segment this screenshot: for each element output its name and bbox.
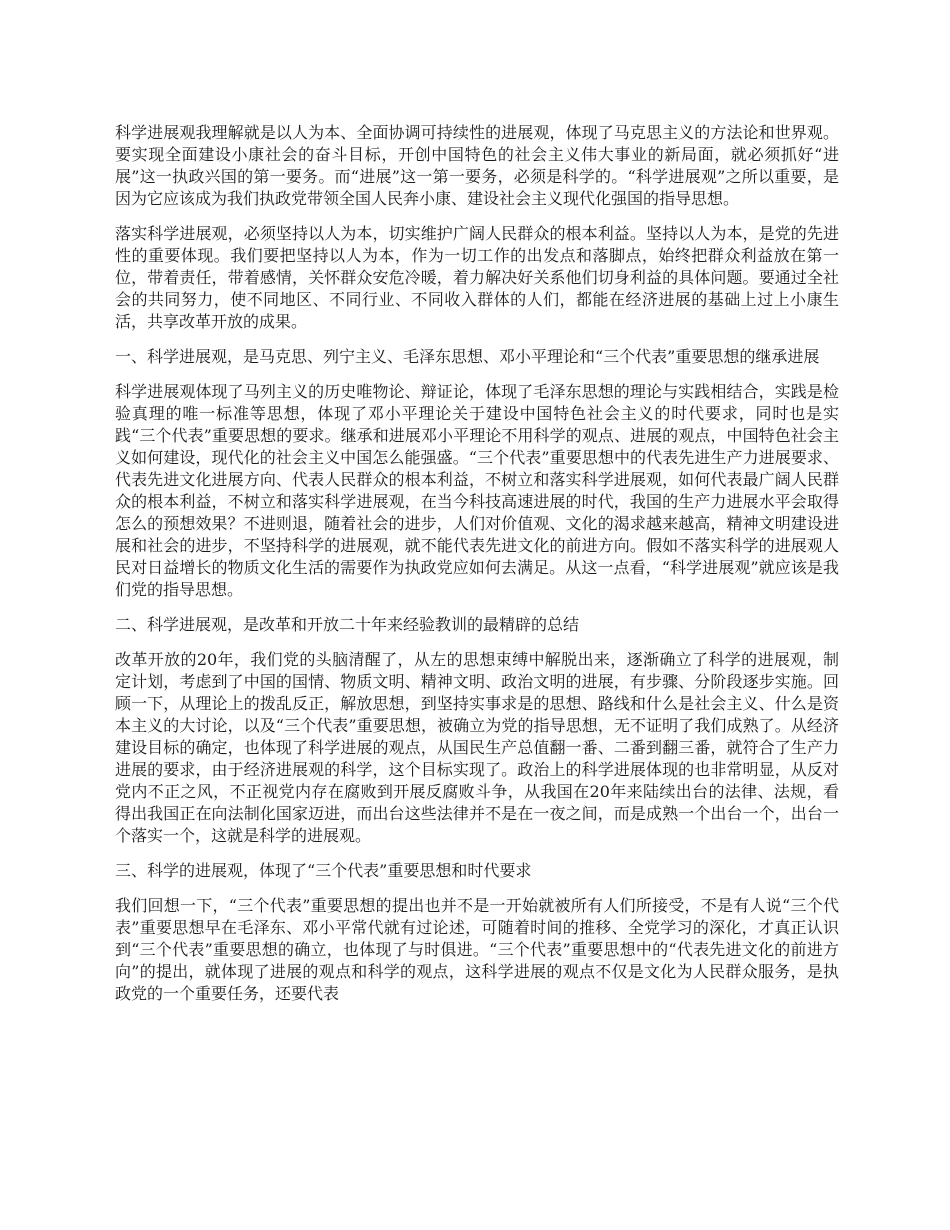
paragraph-section-1: 科学进展观体现了马列主义的历史唯物论、辩证论，体现了毛泽东思想的理论与实践相结合，实践是检验真理的唯一标准等思想，体现了邓小平理论关于建设中国特色社会主义的时代要求，同时也是实践“三个代表”重要思想的要求。继承和进展邓小平理论不用科学的观点、进展的观点，中国特色社会主义如何建设，现代化的社会主义中国怎么能强盛。“三个代表”重要思想中的代表先进生产力进展要求、代表先进文化进展方向、代表人民群众的根本利益，不树立和落实科学进展观，如何代表最广阔人民群众的根本利益，不树立和落实科学进展观，在当今科技高速进展的时代，我国的生产力进展水平会取得怎么的预想效果？不进则退，随着社会的进步，人们对价值观、文化的渴求越来越高，精神文明建设进展和社会的进步，不坚持科学的进展观，就不能代表先进文化的前进方向。假如不落实科学的进展观人民对日益增长的物质文化生活的需要作为执政党应如何去满足。从这一点看，“科学进展观”就应该是我们党的指导思想。 [115, 382, 839, 599]
paragraph-intro: 科学进展观我理解就是以人为本、全面协调可持续性的进展观，体现了马克思主义的方法论和世界观。要实现全面建设小康社会的奋斗目标，开创中国特色的社会主义伟大事业的新局面，就必须抓好“进展”这一执政兴国的第一要务。而“进展”这一第一要务，必须是科学的。“科学进展观”之所以重要，是因为它应该成为我们执政党带领全国人民奔小康、建设社会主义现代化强国的指导思想。 [115, 123, 839, 208]
paragraph-section-3: 我们回想一下，“三个代表”重要思想的提出也并不是一开始就被所有人们所接受，不是有人说“三个代表”重要思想早在毛泽东、邓小平常代就有过论述，可随着时间的推移、全党学习的深化，才真正认识到“三个代表”重要思想的确立，也体现了与时俱进。“三个代表”重要思想中的“代表先进文化的前进方向”的提出，就体现了进展的观点和科学的观点，这科学进展的观点不仅是文化为人民群众服务，是执政党的一个重要任务，还要代表 [115, 896, 839, 1003]
document-page [115, 122, 839, 1018]
section-heading-1: 一、科学进展观，是马克思、列宁主义、毛泽东思想、邓小平理论和“三个代表”重要思想的继承进展 [115, 347, 820, 366]
section-heading-2: 二、科学进展观，是改革和开放二十年来经验教训的最精辟的总结 [115, 615, 580, 634]
section-heading-3: 三、科学的进展观，体现了“三个代表”重要思想和时代要求 [115, 861, 532, 880]
paragraph-people-first: 落实科学进展观，必须坚持以人为本，切实维护广阔人民群众的根本利益。坚持以人为本，是党的先进性的重要体现。我们要把坚持以人为本，作为一切工作的出发点和落脚点，始终把群众利益放在第一位，带着责任，带着感情，关怀群众安危冷暖，着力解决好关系他们切身利益的具体问题。要通过全社会的共同努力，使不同地区、不同行业、不同收入群体的人们，都能在经济进展的基础上过上小康生活，共享改革开放的成果。 [115, 224, 839, 331]
paragraph-section-2: 改革开放的20年，我们党的头脑清醒了，从左的思想束缚中解脱出来，逐渐确立了科学的进展观，制定计划，考虑到了中国的国情、物质文明、精神文明、政治文明的进展，有步骤、分阶段逐步实施。回顾一下，从理论上的拨乱反正，解放思想，到坚持实事求是的思想、路线和什么是社会主义、什么是资本主义的大讨论，以及“三个代表”重要思想，被确立为党的指导思想，无不证明了我们成熟了。从经济建设目标的确定，也体现了科学进展的观点，从国民生产总值翻一番、二番到翻三番，就符合了生产力进展的要求，由于经济进展观的科学，这个目标实现了。政治上的科学进展体现的也非常明显，从反对党内不正之风，不正视党内存在腐败到开展反腐败斗争，从我国在20年来陆续出台的法律、法规，看得出我国正在向法制化国家迈进，而出台这些法律并不是在一夜之间，而是成熟一个出台一个，出台一个落实一个，这就是科学的进展观。 [115, 650, 839, 845]
